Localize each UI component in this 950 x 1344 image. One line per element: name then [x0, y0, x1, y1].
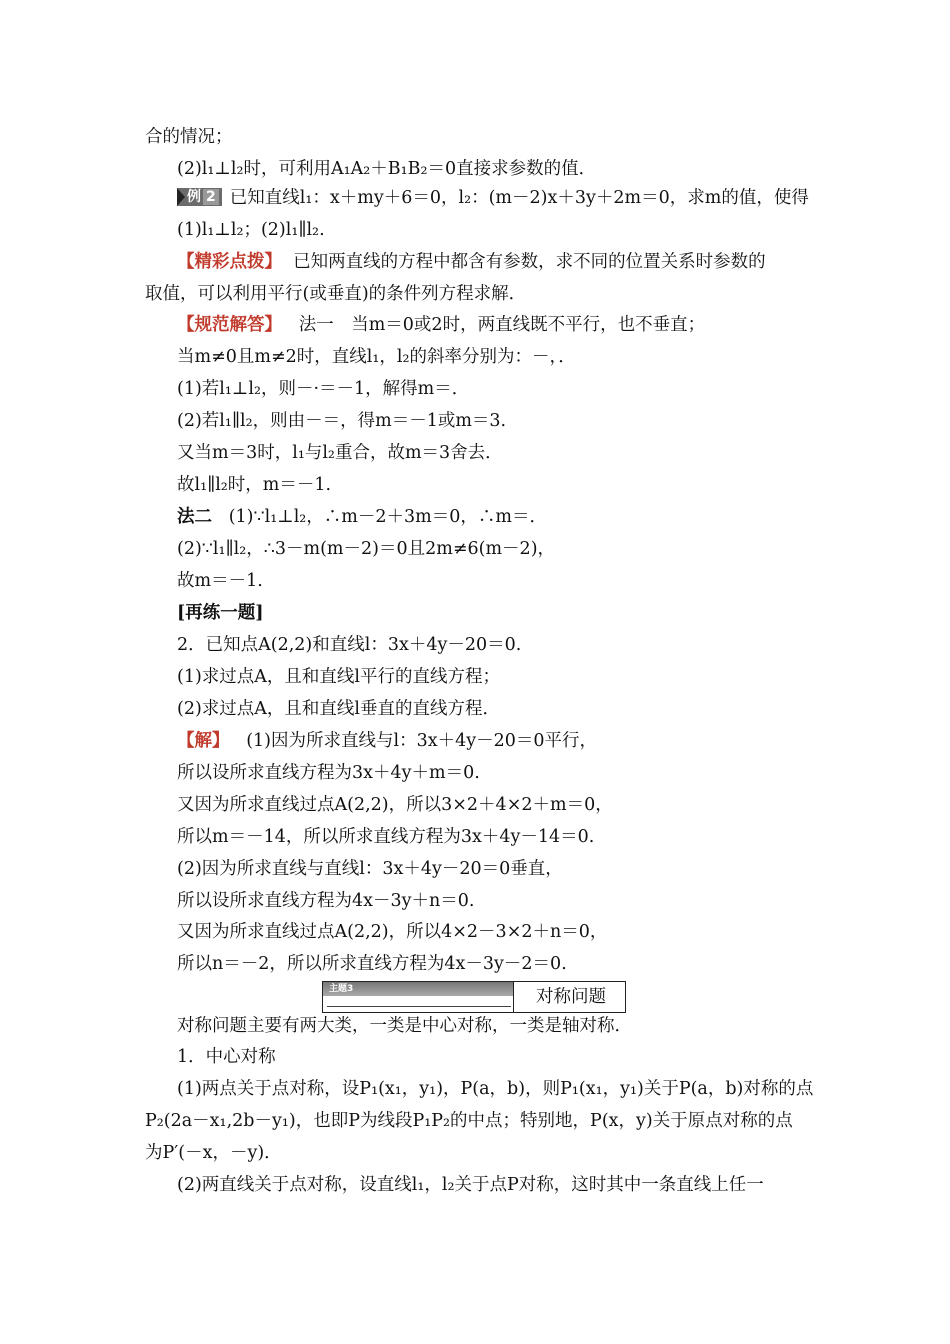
text-line: 当m≠0且m≠2时，直线l₁，l₂的斜率分别为：－，．: [177, 347, 576, 367]
text-line: 2．已知点A(2,2)和直线l：3x＋4y－20＝0.: [177, 635, 522, 655]
solution-label: 【解】: [177, 731, 230, 751]
text-line: 为P′(－x，－y)．: [145, 1143, 282, 1163]
solution-line: 【解】 (1)因为所求直线与l：3x＋4y－20＝0平行，: [177, 731, 598, 751]
example-line: [177, 186, 809, 210]
topic-tag: 主题3: [323, 982, 513, 996]
text-line: 所以n＝－2，所以所求直线方程为4x－3y－2＝0.: [177, 954, 567, 974]
divider: [327, 1006, 511, 1007]
text-line: 故m＝－1.: [177, 571, 263, 591]
text-line: 取值，可以利用平行(或垂直)的条件列方程求解．: [145, 284, 527, 304]
text-line: 所以设所求直线方程为4x－3y＋n＝0.: [177, 891, 475, 911]
text-line: 故l₁∥l₂时，m＝－1.: [177, 475, 332, 495]
section-heading: [再练一题]: [177, 603, 264, 623]
text-line: (2)求过点A，且和直线l垂直的直线方程．: [177, 699, 501, 719]
text-line: (1)求过点A，且和直线l平行的直线方程；: [177, 667, 501, 687]
text-line: 对称问题主要有两大类，一类是中心对称，一类是轴对称．: [177, 1016, 632, 1036]
text-line: 合的情况；: [145, 127, 233, 147]
text-line: 又因为所求直线过点A(2,2)，所以4×2－3×2＋n＝0，: [177, 922, 608, 942]
method2-label: 法二: [177, 507, 212, 527]
text-line: P₂(2a－x₁,2b－y₁)，也即P为线段P₁P₂的中点；特别地，P(x，y)关于原点对称的点: [145, 1111, 793, 1131]
text-line: (1)若l₁⊥l₂，则－·＝－1，解得m＝．: [177, 379, 470, 399]
text-line: (1)l₁⊥l₂；(2)l₁∥l₂.: [177, 220, 325, 240]
divider: [513, 982, 514, 1012]
highlight-line: 【精彩点拨】 已知两直线的方程中都含有参数，求不同的位置关系时参数的: [177, 252, 766, 272]
example-text: 已知直线l₁：x＋my＋6＝0，l₂：(m－2)x＋3y＋2m＝0，求m的值，使得: [229, 188, 809, 208]
text-line: 所以设所求直线方程为3x＋4y＋m＝0.: [177, 763, 480, 783]
text-line: (1)两点关于点对称，设P₁(x₁，y₁)，P(a，b)，则P₁(x₁，y₁)关于P(a，b)对称的点: [177, 1079, 814, 1099]
text-line: 又因为所求直线过点A(2,2)，所以3×2＋4×2＋m＝0，: [177, 795, 613, 815]
answer-line: 【规范解答】 法一 当m＝0或2时，两直线既不平行，也不垂直；: [177, 315, 706, 335]
topic-header: [322, 981, 626, 1013]
text-line: (2)l₁⊥l₂时，可利用A₁A₂＋B₁B₂＝0直接求参数的值．: [177, 159, 597, 179]
text-line: 又当m＝3时，l₁与l₂重合，故m＝3舍去．: [177, 443, 503, 463]
text-line: (2)因为所求直线与直线l：3x＋4y－20＝0垂直，: [177, 859, 563, 879]
highlight-label: 【精彩点拨】: [177, 252, 282, 272]
text-line: (2)两直线关于点对称，设直线l₁，l₂关于点P对称，这时其中一条直线上任一: [177, 1175, 764, 1195]
subheading: 1．中心对称: [177, 1047, 276, 1067]
example-badge: 例 2: [177, 188, 222, 206]
method2-line: 法二 (1)∵l₁⊥l₂，∴m－2＋3m＝0，∴m＝．: [177, 507, 547, 527]
play-arrow-icon: [177, 188, 185, 206]
text-line: 所以m＝－14，所以所求直线方程为3x＋4y－14＝0.: [177, 827, 595, 847]
text-line: (2)∵l₁∥l₂，∴3－m(m－2)＝0且2m≠6(m－2)，: [177, 539, 556, 559]
topic-title: 对称问题: [536, 987, 606, 1007]
text-line: (2)若l₁∥l₂，则由－＝，得m＝－1或m＝3.: [177, 411, 507, 431]
standard-answer-label: 【规范解答】: [177, 315, 282, 335]
